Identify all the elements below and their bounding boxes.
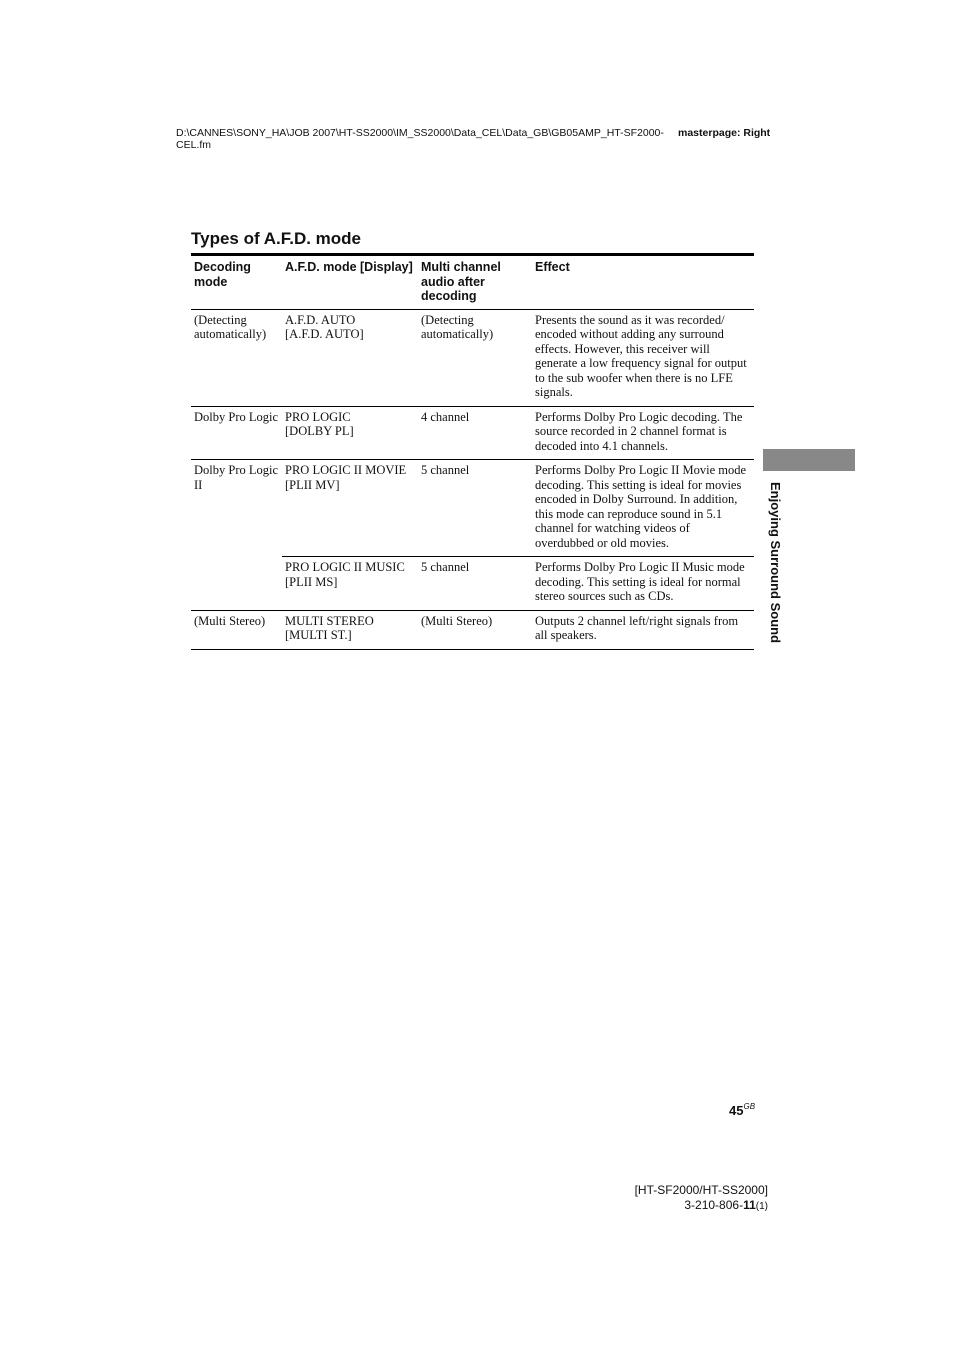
side-tab-marker [763, 449, 855, 471]
cell-effect: Performs Dolby Pro Logic II Movie mode decoding. This setting is ideal for movies encoded in Dolby Surround. In addition, this mode can reproduce sound in 5.1 channel for watching videos of overdubbed or old movies. [532, 460, 754, 557]
header-multi-channel: Multi channel audio after decoding [418, 255, 532, 310]
header-afd-mode: A.F.D. mode [Display] [282, 255, 418, 310]
table-row [191, 309, 754, 406]
footer-code-bold: 11 [743, 1198, 756, 1212]
footer-code [635, 1198, 768, 1214]
cell-multi-channel: (Detecting automatically) [418, 309, 532, 406]
cell-effect: Performs Dolby Pro Logic II Music mode decoding. This setting is ideal for normal stereo sources such as CDs. [532, 557, 754, 611]
header-decoding-mode: Decoding mode [191, 255, 282, 310]
cell-afd-mode [282, 557, 418, 611]
cell-effect: Performs Dolby Pro Logic decoding. The source recorded in 2 channel format is decoded into 4.1 channels. [532, 406, 754, 460]
afd-mode-name: MULTI STEREO [285, 613, 374, 628]
header-effect: Effect [532, 255, 754, 310]
page-number-suffix: GB [743, 1102, 756, 1111]
footer-code-prefix: 3-210-806- [684, 1198, 744, 1212]
table-row [191, 406, 754, 460]
cell-multi-channel: 5 channel [418, 557, 532, 611]
header-file-path: D:\CANNES\SONY_HA\JOB 2007\HT-SS2000\IM_SS2000\Data_CEL\Data_GB\GB05AMP_HT-SF2000-CEL.fm [176, 127, 664, 151]
cell-multi-channel: 4 channel [418, 406, 532, 460]
afd-mode-table [191, 253, 754, 650]
cell-decoding-mode: (Detecting automatically) [191, 309, 282, 406]
table-row [191, 610, 754, 649]
page-number [729, 1103, 755, 1118]
table-header-row [191, 255, 754, 310]
cell-afd-mode [282, 309, 418, 406]
afd-mode-display: [DOLBY PL] [285, 424, 354, 438]
page-number-value: 45 [729, 1103, 744, 1118]
cell-effect: Presents the sound as it was recorded/ encoded without adding any surround effects. However, this receiver will generate a low frequency signal for output to the sub woofer when there is no LFE signals. [532, 309, 754, 406]
cell-decoding-mode: (Multi Stereo) [191, 610, 282, 649]
afd-mode-name: PRO LOGIC [285, 409, 351, 424]
cell-afd-mode [282, 406, 418, 460]
side-tab-label: Enjoying Surround Sound [768, 482, 783, 644]
cell-effect: Outputs 2 channel left/right signals from all speakers. [532, 610, 754, 649]
footer-models: [HT-SF2000/HT-SS2000] [634, 1183, 768, 1197]
table-row [191, 460, 754, 557]
cell-multi-channel: (Multi Stereo) [418, 610, 532, 649]
cell-afd-mode [282, 610, 418, 649]
cell-afd-mode [282, 460, 418, 557]
cell-multi-channel: 5 channel [418, 460, 532, 557]
cell-decoding-mode: Dolby Pro Logic II [191, 460, 282, 611]
afd-mode-display: [PLII MV] [285, 477, 340, 492]
footer-code-suffix: (1) [755, 1201, 768, 1212]
header-masterpage: masterpage: Right [678, 127, 771, 139]
cell-decoding-mode: Dolby Pro Logic [191, 406, 282, 460]
section-title: Types of A.F.D. mode [191, 229, 362, 248]
afd-mode-name: PRO LOGIC II MUSIC [285, 560, 405, 574]
afd-mode-display: [MULTI ST.] [285, 628, 352, 642]
footer [635, 1183, 768, 1214]
afd-mode-name: PRO LOGIC II MOVIE [285, 463, 407, 477]
afd-mode-display: [PLII MS] [285, 574, 338, 589]
afd-mode-display: [A.F.D. AUTO] [285, 327, 364, 341]
afd-mode-name: A.F.D. AUTO [285, 312, 356, 327]
